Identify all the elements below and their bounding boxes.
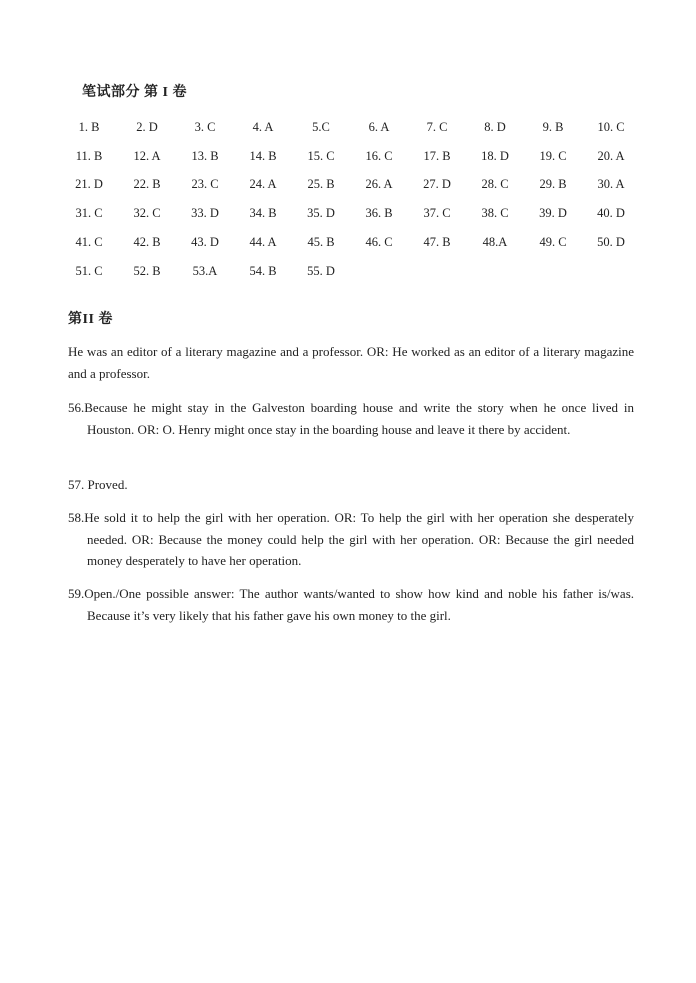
answer-row [60,257,640,286]
answer-row [60,113,640,142]
answer-item: 16. C [365,148,393,163]
answer-item: 31. C [75,206,103,221]
answer-item: 52. B [133,263,161,278]
answer-item: 30. A [597,177,625,192]
answer-item: 20. A [597,148,625,163]
answer-item: 24. A [249,177,277,192]
answer-item: 18. D [481,148,509,163]
answer-item: 27. D [423,177,451,192]
answer-item: 51. C [75,263,103,278]
answer-57: 57. Proved. [68,477,128,492]
answer-item: 47. B [423,235,451,250]
answer-item: 26. A [365,177,393,192]
answer-item: 40. D [597,206,625,221]
answer-item: 23. C [191,177,219,192]
part2-title: 第II 卷 [68,312,113,327]
answer-58: 58.He sold it to help the girl with her operation. OR: To help the girl with her operation she desperately needed. OR: Because the money could help the girl with her operation. OR: Because the girl needed money desperately to have her operation. [68,510,634,568]
answer-item: 28. C [481,177,509,192]
answer-item: 44. A [249,235,277,250]
answer-row [60,228,640,257]
answer-item: 2. D [136,119,158,134]
answer-item: 55. D [307,263,335,278]
answer-grid [60,113,640,286]
answer-item: 9. B [542,119,564,134]
answer-item: 50. D [597,235,625,250]
answer-item: 4. A [252,119,274,134]
answer-item: 10. C [597,119,625,134]
answer-item: 53.A [192,263,218,278]
answer-item: 41. C [75,235,103,250]
answer-item: 1. B [78,119,100,134]
answer-item: 39. D [539,206,567,221]
answer-row [60,171,640,200]
answer-item: 6. A [368,119,390,134]
answer-item: 21. D [75,177,103,192]
answer-item: 22. B [133,177,161,192]
answer-item: 14. B [249,148,277,163]
answer-item: 49. C [539,235,567,250]
answer-item: 3. C [194,119,216,134]
answer-item: 34. B [249,206,277,221]
answer-item: 17. B [423,148,451,163]
answer-item: 54. B [249,263,277,278]
answer-item: 12. A [133,148,161,163]
answer-item: 19. C [539,148,567,163]
answer-intro: He was an editor of a literary magazine and a professor. OR: He worked as an editor of a literary magazine and a professor. [68,344,634,381]
answer-59: 59.Open./One possible answer: The author wants/wanted to show how kind and noble his father is/was. Because it’s very likely that his father gave his own money to the girl. [68,586,634,623]
answer-item: 46. C [365,235,393,250]
answer-row [60,199,640,228]
answer-item: 7. C [426,119,448,134]
answer-row [60,142,640,171]
answer-item: 15. C [307,148,335,163]
answer-item: 13. B [191,148,219,163]
answer-item: 37. C [423,206,451,221]
answer-item: 43. D [191,235,219,250]
answer-item: 5.C [312,119,330,134]
answer-item: 29. B [539,177,567,192]
answer-item: 33. D [191,206,219,221]
answer-item: 38. C [481,206,509,221]
answer-item: 11. B [75,148,103,163]
answer-item: 32. C [133,206,161,221]
answer-56: 56.Because he might stay in the Galveston boarding house and write the story when he once lived in Houston. OR: O. Henry might once stay in the boarding house and leave it there by accident. [68,400,634,437]
answer-item: 8. D [484,119,506,134]
answer-item: 25. B [307,177,335,192]
answer-item: 35. D [307,206,335,221]
answer-item: 48.A [482,235,508,250]
answer-item: 42. B [133,235,161,250]
answer-item: 36. B [365,206,393,221]
answer-item: 45. B [307,235,335,250]
part1-title: 笔试部分 第 I 卷 [82,85,187,100]
